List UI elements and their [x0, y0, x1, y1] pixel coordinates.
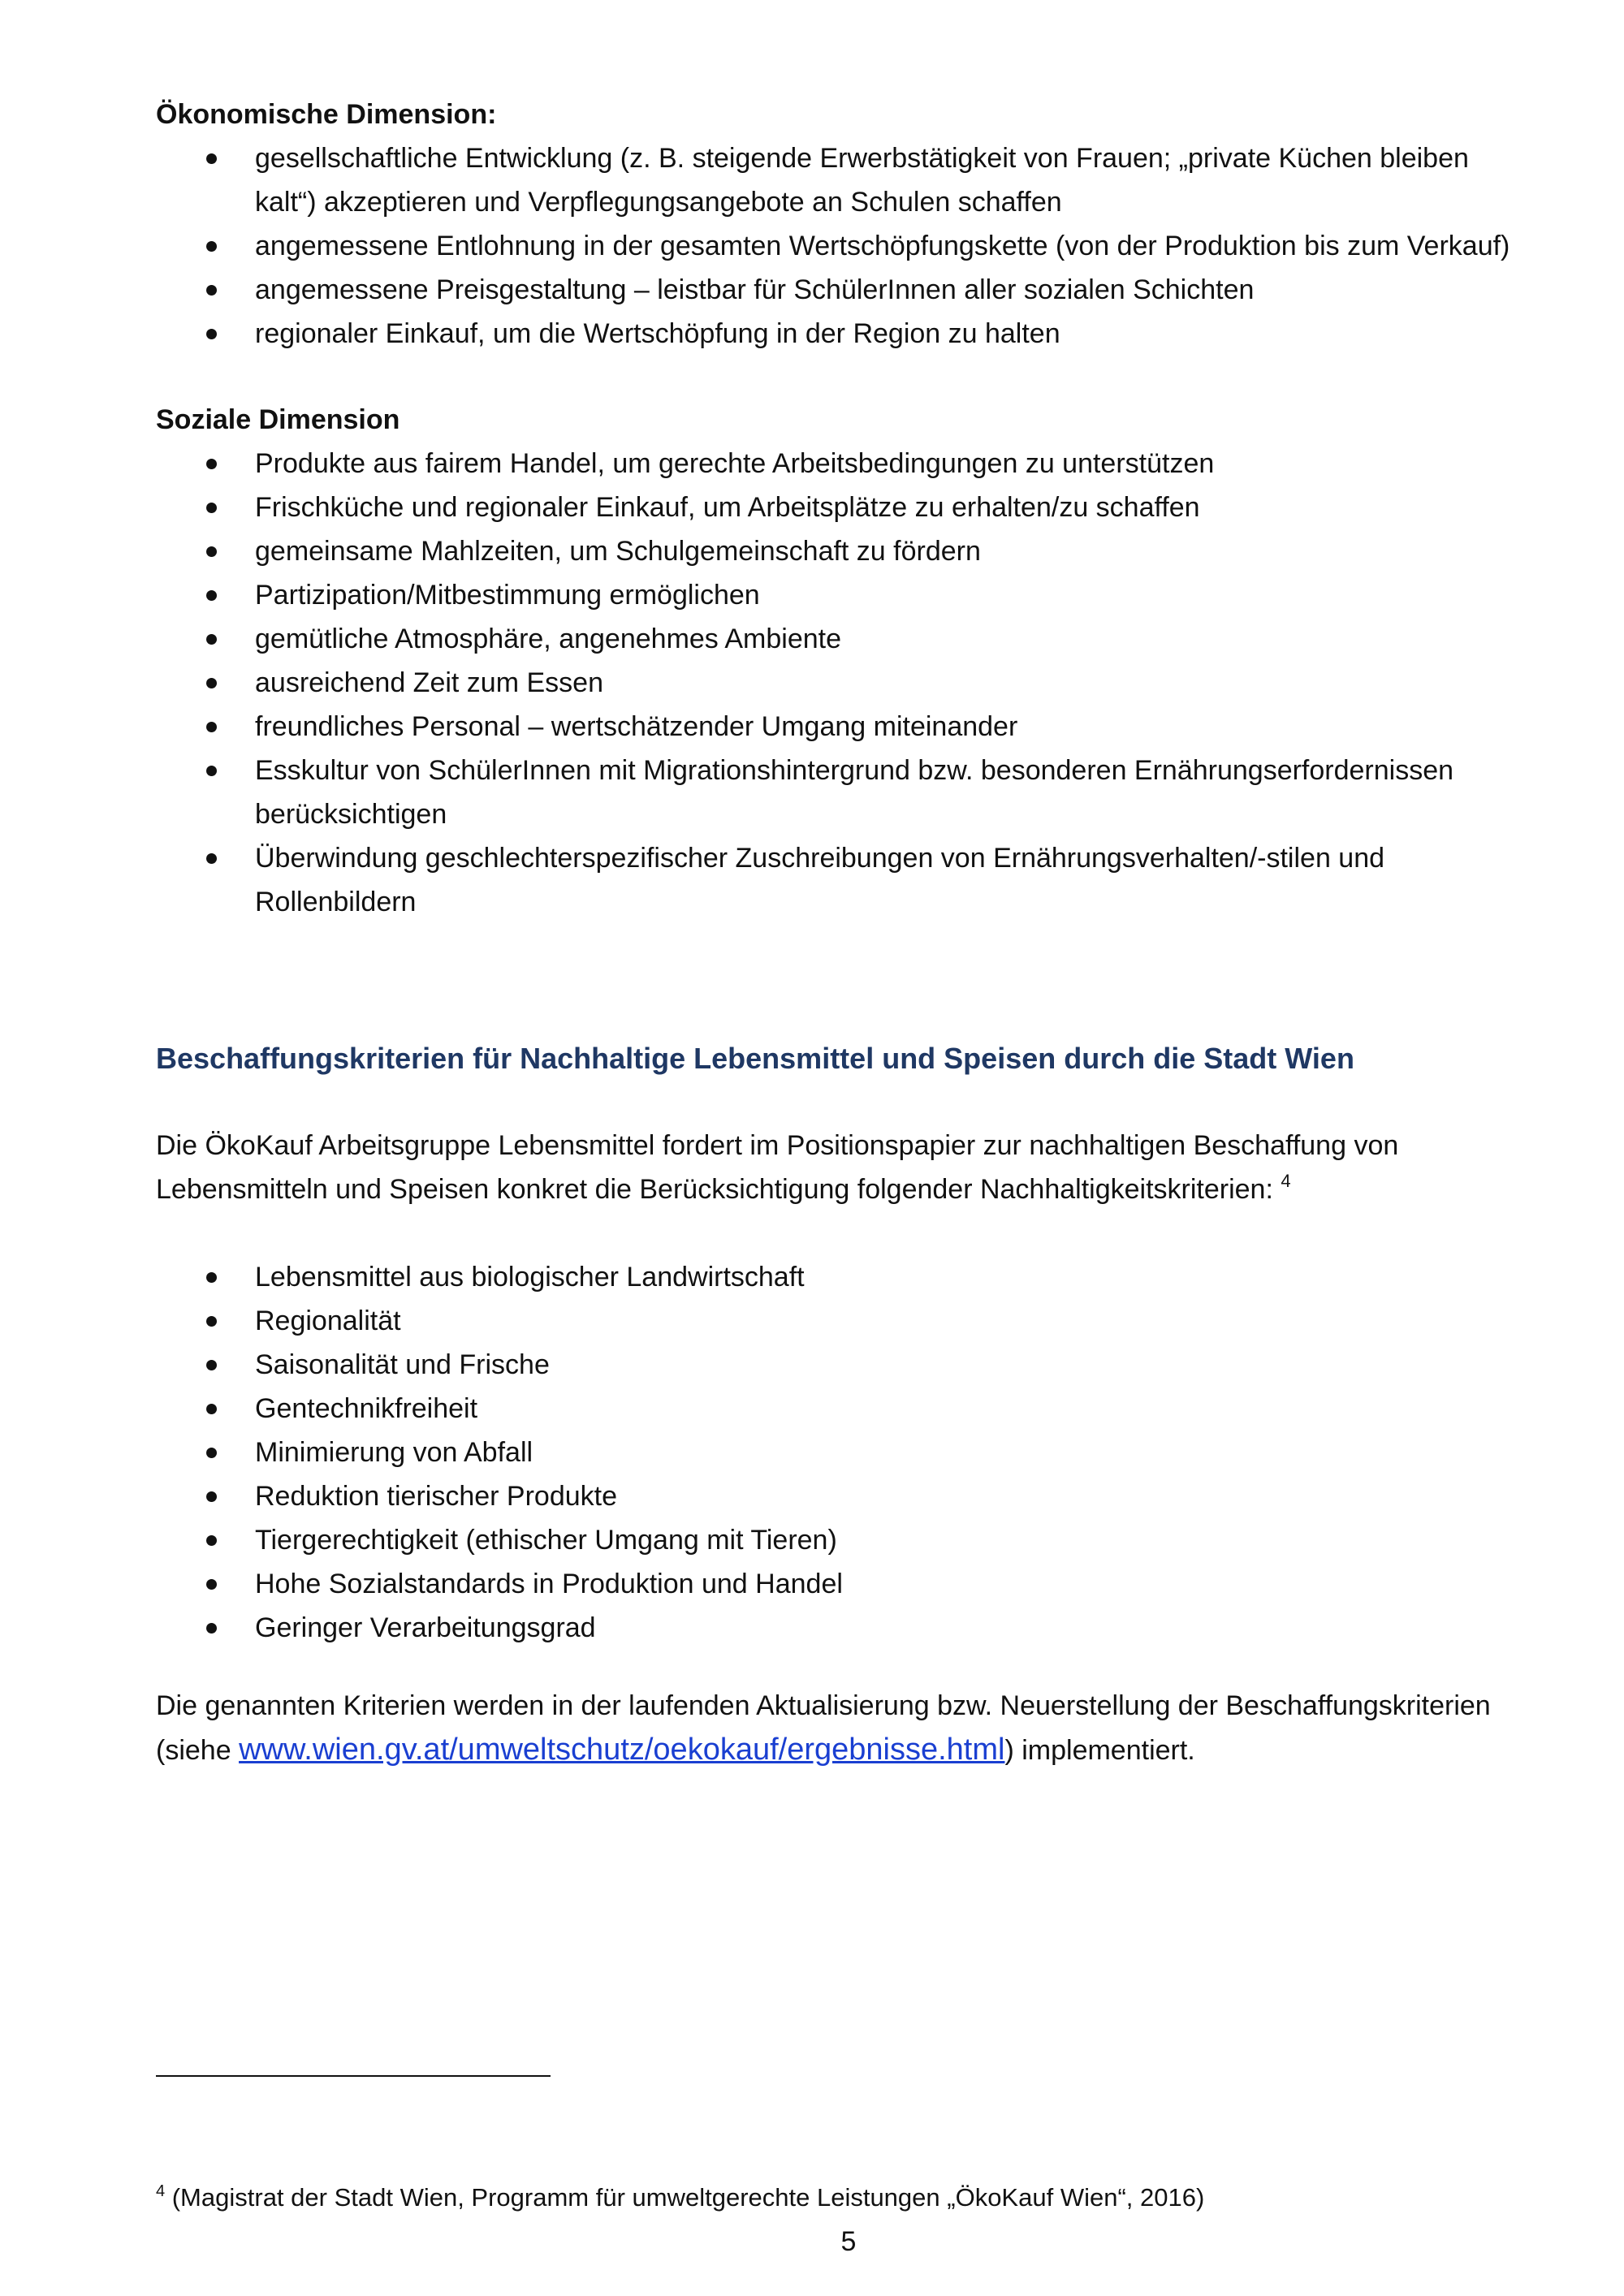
closing-paragraph	[156, 1684, 1536, 1772]
footnote-text: (Magistrat der Stadt Wien, Programm für umweltgerechte Leistungen „ÖkoKauf Wien“, 2016)	[165, 2183, 1205, 2212]
bullet-icon	[206, 1448, 217, 1458]
list-item-text: Minimierung von Abfall	[255, 1437, 533, 1468]
section-title: Beschaffungskriterien für Nachhaltige Lebensmittel und Speisen durch die Stadt Wien	[156, 1042, 1354, 1075]
bullet-icon	[206, 503, 217, 513]
list-item-text: freundliches Personal – wertschätzender Umgang miteinander	[255, 711, 1018, 742]
oekonomische-dimension-list	[156, 136, 1536, 356]
page-number: 5	[840, 2226, 857, 2257]
list-item	[156, 1431, 1536, 1474]
list-item	[156, 1255, 1536, 1299]
list-item-text: Produkte aus fairem Handel, um gerechte Arbeitsbedingungen zu unterstützen	[255, 448, 1215, 479]
bullet-icon	[206, 853, 217, 864]
list-item	[156, 312, 1536, 356]
list-item-text: Partizipation/Mitbestimmung ermöglichen	[255, 580, 760, 611]
bullet-icon	[206, 329, 217, 339]
list-item-text: Überwindung geschlechterspezifischer Zuschreibungen von Ernährungsverhalten/-stilen und Rollenbildern	[255, 843, 1385, 917]
list-item	[156, 1606, 1536, 1650]
list-item	[156, 617, 1536, 661]
list-item	[156, 1299, 1536, 1343]
list-item	[156, 1387, 1536, 1431]
footnote-number: 4	[156, 2182, 166, 2200]
list-item	[156, 573, 1536, 617]
bullet-icon	[206, 722, 217, 732]
bullet-icon	[206, 241, 217, 252]
list-item	[156, 1343, 1536, 1387]
bullet-icon	[206, 1316, 217, 1327]
list-item	[156, 224, 1536, 268]
soziale-dimension-heading: Soziale Dimension	[156, 404, 400, 435]
list-item-text: ausreichend Zeit zum Essen	[255, 667, 603, 698]
intro-paragraph	[156, 1124, 1536, 1211]
list-item	[156, 529, 1536, 573]
footnote-separator	[156, 2075, 551, 2077]
bullet-icon	[206, 1535, 217, 1546]
bullet-icon	[206, 1623, 217, 1634]
list-item-text: gesellschaftliche Entwicklung (z. B. steigende Erwerbstätigkeit von Frauen; „private Küchen bleiben kalt“) akzeptieren und Verpflegungsangebote an Schulen schaffen	[255, 143, 1469, 218]
list-item-text: Reduktion tierischer Produkte	[255, 1481, 618, 1512]
list-item	[156, 705, 1536, 749]
list-item-text: angemessene Entlohnung in der gesamten Wertschöpfungskette (von der Produktion bis zum Verkauf)	[255, 231, 1510, 261]
bullet-icon	[206, 678, 217, 688]
bullet-icon	[206, 634, 217, 645]
criteria-list	[156, 1255, 1536, 1650]
list-item	[156, 836, 1536, 924]
list-item	[156, 486, 1536, 529]
list-item	[156, 136, 1536, 224]
list-item	[156, 749, 1536, 836]
list-item-text: regionaler Einkauf, um die Wertschöpfung in der Region zu halten	[255, 318, 1060, 349]
bullet-icon	[206, 459, 217, 469]
intro-text: Die ÖkoKauf Arbeitsgruppe Lebensmittel fordert im Positionspapier zur nachhaltigen Beschaffung von Lebensmitteln und Speisen konkret die Berücksichtigung folgender Nachhaltigkeitskriterien:	[156, 1130, 1399, 1205]
list-item	[156, 268, 1536, 312]
list-item-text: Lebensmittel aus biologischer Landwirtschaft	[255, 1262, 805, 1293]
list-item	[156, 442, 1536, 486]
bullet-icon	[206, 766, 217, 776]
list-item-text: Esskultur von SchülerInnen mit Migrationshintergrund bzw. besonderen Ernährungserfordernissen berücksichtigen	[255, 755, 1454, 830]
list-item-text: gemeinsame Mahlzeiten, um Schulgemeinschaft zu fördern	[255, 536, 981, 567]
bullet-icon	[206, 1491, 217, 1502]
list-item	[156, 1562, 1536, 1606]
bullet-icon	[206, 1404, 217, 1414]
footnote	[156, 2177, 1204, 2218]
bullet-icon	[206, 153, 217, 164]
footnote-reference[interactable]: 4	[1281, 1171, 1291, 1191]
list-item-text: Gentechnikfreiheit	[255, 1393, 478, 1424]
bullet-icon	[206, 590, 217, 601]
bullet-icon	[206, 546, 217, 557]
list-item	[156, 661, 1536, 705]
bullet-icon	[206, 1272, 217, 1283]
list-item-text: Saisonalität und Frische	[255, 1349, 550, 1380]
bullet-icon	[206, 1579, 217, 1590]
bullet-icon	[206, 1360, 217, 1370]
list-item-text: angemessene Preisgestaltung – leistbar für SchülerInnen aller sozialen Schichten	[255, 274, 1255, 305]
oekokauf-link[interactable]: www.wien.gv.at/umweltschutz/oekokauf/ergebnisse.html	[239, 1733, 1005, 1767]
soziale-dimension-list	[156, 442, 1536, 924]
list-item-text: Frischküche und regionaler Einkauf, um Arbeitsplätze zu erhalten/zu schaffen	[255, 492, 1200, 523]
closing-text-before: Die genannten Kriterien werden in der laufenden Aktualisierung bzw. Neuerstellung der Beschaffungskriterien (siehe	[156, 1690, 1491, 1766]
list-item-text: Regionalität	[255, 1306, 401, 1336]
list-item-text: Hohe Sozialstandards in Produktion und Handel	[255, 1569, 843, 1599]
list-item	[156, 1474, 1536, 1518]
closing-text-after: ) implementiert.	[1004, 1735, 1195, 1766]
list-item	[156, 1518, 1536, 1562]
list-item-text: Tiergerechtigkeit (ethischer Umgang mit Tieren)	[255, 1525, 837, 1556]
list-item-text: gemütliche Atmosphäre, angenehmes Ambiente	[255, 624, 842, 654]
oekonomische-dimension-heading: Ökonomische Dimension:	[156, 99, 497, 130]
list-item-text: Geringer Verarbeitungsgrad	[255, 1612, 596, 1643]
bullet-icon	[206, 285, 217, 296]
